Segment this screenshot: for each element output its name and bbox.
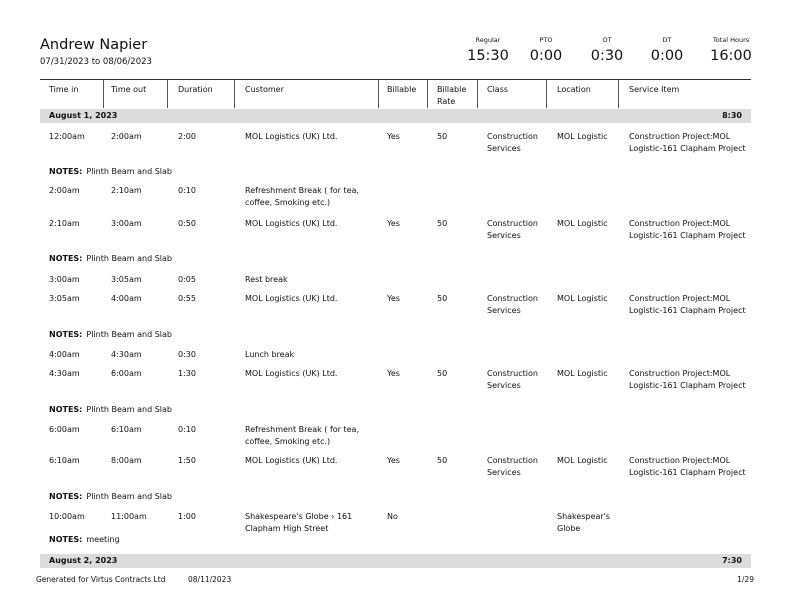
column-header: Duration <box>178 85 213 94</box>
entry-customer: Rest break <box>245 275 288 284</box>
entry-time-out: 6:00am <box>111 369 142 378</box>
entry-class: Construction Services <box>487 132 538 153</box>
entry-customer: Refreshment Break ( for tea, coffee, Smoking etc.) <box>245 425 359 446</box>
notes-label: NOTES: <box>49 405 83 414</box>
entry-duration: 1:30 <box>178 369 196 378</box>
entry-time-out: 11:00am <box>111 512 147 521</box>
entry-class: Construction Services <box>487 219 538 240</box>
column-separator <box>378 80 379 108</box>
entry-rate: 50 <box>437 132 448 141</box>
column-header: Time in <box>49 85 79 94</box>
entry-notes <box>49 167 172 176</box>
entry-notes <box>49 405 172 414</box>
entry-location: MOL Logistic <box>557 369 608 378</box>
entry-time-out: 4:00am <box>111 294 142 303</box>
entry-customer: MOL Logistics (UK) Ltd. <box>245 132 338 141</box>
entry-location: MOL Logistic <box>557 219 608 228</box>
summary-total-hours <box>696 36 766 64</box>
summary-value: 0:00 <box>529 48 563 64</box>
entry-customer: MOL Logistics (UK) Ltd. <box>245 369 338 378</box>
entry-duration: 0:50 <box>178 219 196 228</box>
entry-service-item: Construction Project:MOL Logistic-161 Clapham Project <box>629 369 746 390</box>
entry-duration: 1:50 <box>178 456 196 465</box>
entry-rate: 50 <box>437 456 448 465</box>
entry-duration: 0:10 <box>178 425 196 434</box>
entry-duration: 0:30 <box>178 350 196 359</box>
notes-label: NOTES: <box>49 254 83 263</box>
entry-class: Construction Services <box>487 456 538 477</box>
entry-time-in: 3:05am <box>49 294 80 303</box>
entry-customer: MOL Logistics (UK) Ltd. <box>245 219 338 228</box>
entry-location: MOL Logistic <box>557 294 608 303</box>
entry-notes <box>49 535 120 544</box>
entry-duration: 0:55 <box>178 294 196 303</box>
day-date: August 1, 2023 <box>49 111 118 120</box>
entry-time-in: 10:00am <box>49 512 85 521</box>
entry-duration: 0:05 <box>178 275 196 284</box>
day-total: 8:30 <box>722 111 742 120</box>
notes-text: Plinth Beam and Slab <box>86 330 173 339</box>
summary-value: 0:30 <box>590 48 624 64</box>
day-header <box>40 554 751 568</box>
entry-time-in: 3:00am <box>49 275 80 284</box>
footer-date: 08/11/2023 <box>188 575 232 584</box>
entry-rate: 50 <box>437 294 448 303</box>
notes-label: NOTES: <box>49 167 83 176</box>
notes-label: NOTES: <box>49 535 83 544</box>
entry-rate: 50 <box>437 219 448 228</box>
column-header: Customer <box>245 85 284 94</box>
column-separator <box>477 80 478 108</box>
column-header: Location <box>557 85 591 94</box>
column-header: Class <box>487 85 509 94</box>
summary-value: 15:30 <box>467 48 509 64</box>
summary-label: OT <box>602 36 612 44</box>
column-header: Time out <box>111 85 147 94</box>
entry-notes <box>49 330 172 339</box>
notes-text: Plinth Beam and Slab <box>86 254 173 263</box>
entry-time-out: 3:05am <box>111 275 142 284</box>
entry-class: Construction Services <box>487 369 538 390</box>
entry-rate: 50 <box>437 369 448 378</box>
summary-pto <box>511 36 581 64</box>
entry-time-in: 12:00am <box>49 132 85 141</box>
entry-time-out: 3:00am <box>111 219 142 228</box>
notes-text: Plinth Beam and Slab <box>86 167 173 176</box>
entry-billable: Yes <box>387 369 400 378</box>
summary-dt <box>632 36 702 64</box>
entry-notes <box>49 492 172 501</box>
notes-label: NOTES: <box>49 492 83 501</box>
entry-duration: 0:10 <box>178 186 196 195</box>
entry-customer: Shakespeare's Globe › 161 Clapham High Street <box>245 512 353 533</box>
entry-duration: 1:00 <box>178 512 196 521</box>
entry-customer: Lunch break <box>245 350 295 359</box>
entry-time-in: 4:30am <box>49 369 80 378</box>
entry-customer: Refreshment Break ( for tea, coffee, Smoking etc.) <box>245 186 359 207</box>
entry-time-out: 8:00am <box>111 456 142 465</box>
entry-service-item: Construction Project:MOL Logistic-161 Clapham Project <box>629 294 746 315</box>
entry-time-in: 6:00am <box>49 425 80 434</box>
day-total: 7:30 <box>722 556 742 565</box>
entry-time-out: 4:30am <box>111 350 142 359</box>
footer-generated-for: Generated for Virtus Contracts Ltd <box>36 575 166 584</box>
summary-value: 0:00 <box>650 48 684 64</box>
footer-page-number: 1/29 <box>737 575 754 584</box>
summary-label: PTO <box>539 36 553 44</box>
column-header: Service Item <box>629 85 680 94</box>
entry-time-out: 2:10am <box>111 186 142 195</box>
entry-time-out: 2:00am <box>111 132 142 141</box>
summary-label: DT <box>662 36 672 44</box>
entry-billable: Yes <box>387 132 400 141</box>
entry-service-item: Construction Project:MOL Logistic-161 Clapham Project <box>629 132 746 153</box>
entry-notes <box>49 254 172 263</box>
entry-location: Shakespear's Globe <box>557 512 611 533</box>
notes-text: Plinth Beam and Slab <box>86 492 173 501</box>
entry-location: MOL Logistic <box>557 132 608 141</box>
entry-location: MOL Logistic <box>557 456 608 465</box>
summary-label: Total Hours <box>712 36 750 44</box>
entry-billable: Yes <box>387 294 400 303</box>
employee-name: Andrew Napier <box>40 37 148 53</box>
entry-time-in: 2:10am <box>49 219 80 228</box>
entry-time-in: 6:10am <box>49 456 80 465</box>
notes-text: Plinth Beam and Slab <box>86 405 173 414</box>
entry-service-item: Construction Project:MOL Logistic-161 Clapham Project <box>629 219 746 240</box>
entry-duration: 2:00 <box>178 132 196 141</box>
entry-time-out: 6:10am <box>111 425 142 434</box>
header-divider <box>40 79 751 80</box>
entry-billable: No <box>387 512 398 521</box>
summary-label: Regular <box>475 36 501 44</box>
day-date: August 2, 2023 <box>49 556 118 565</box>
notes-text: meeting <box>86 535 120 544</box>
entry-billable: Yes <box>387 456 400 465</box>
column-header: Billable <box>387 85 417 94</box>
entry-billable: Yes <box>387 219 400 228</box>
day-header <box>40 109 751 123</box>
entry-time-in: 4:00am <box>49 350 80 359</box>
notes-label: NOTES: <box>49 330 83 339</box>
entry-customer: MOL Logistics (UK) Ltd. <box>245 456 338 465</box>
entry-class: Construction Services <box>487 294 538 315</box>
column-header: Billable Rate <box>437 85 467 106</box>
date-range: 07/31/2023 to 08/06/2023 <box>40 57 152 67</box>
entry-time-in: 2:00am <box>49 186 80 195</box>
entry-customer: MOL Logistics (UK) Ltd. <box>245 294 338 303</box>
summary-value: 16:00 <box>710 48 752 64</box>
entry-service-item: Construction Project:MOL Logistic-161 Clapham Project <box>629 456 746 477</box>
